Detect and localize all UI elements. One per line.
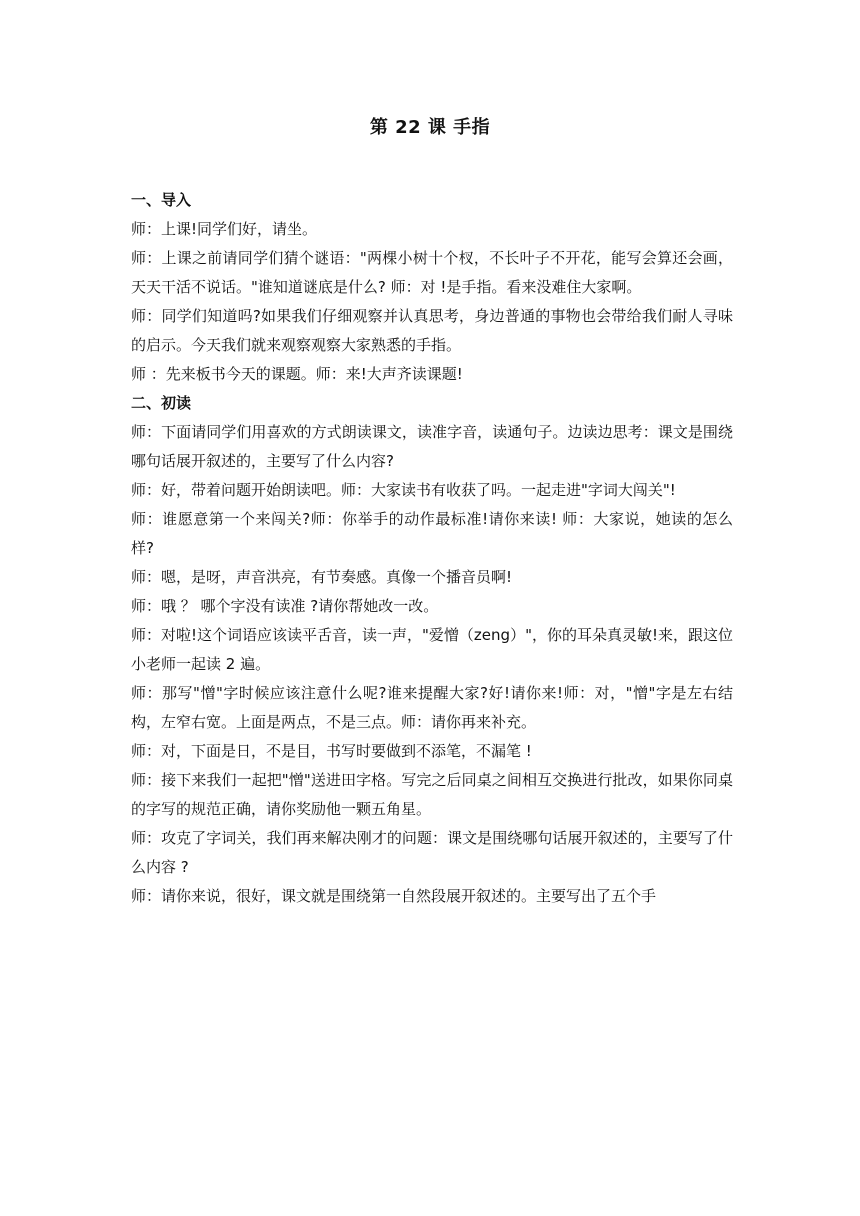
paragraph: 师：嗯，是呀，声音洪亮，有节奏感。真像一个播音员啊!	[131, 568, 513, 586]
paragraph: 师：下面请同学们用喜欢的方式朗读课文，读准字音，读通句子。边读边思考：课文是围绕哪句话展开叙述的，主要写了什么内容?	[131, 423, 733, 470]
paragraph: 师 ：先来板书今天的课题。师：来!大声齐读课题!	[131, 365, 463, 383]
paragraph: 师：谁愿意第一个来闯关?师：你举手的动作最标准!请你来读! 师：大家说，她读的怎么样?	[131, 510, 733, 557]
paragraph: 师：对啦!这个词语应该读平舌音，读一声，"爱憎（zeng）"，你的耳朵真灵敏!来，跟这位小老师一起读 2 遍。	[131, 626, 733, 673]
page-title: 第 22 课 手指	[369, 117, 491, 138]
section-heading: 二、初读	[131, 394, 192, 412]
paragraph: 师：上课之前请同学们猜个谜语："两棵小树十个杈，不长叶子不开花，能写会算还会画，天天干活不说话。"谁知道谜底是什么? 师：对 !是手指。看来没难住大家啊。	[131, 249, 733, 296]
section-heading: 一、导入	[131, 191, 192, 209]
paragraph: 师：那写"憎"字时候应该注意什么呢?谁来提醒大家?好!请你来!师：对，"憎"字是左右结构，左窄右宽。上面是两点，不是三点。师：请你再来补充。	[131, 684, 733, 731]
paragraph: 师：好，带着问题开始朗读吧。师：大家读书有收获了吗。一起走进"字词大闯关"!	[131, 481, 676, 499]
paragraph: 师：请你来说，很好，课文就是围绕第一自然段展开叙述的。主要写出了五个手	[131, 887, 657, 905]
paragraph: 师：接下来我们一起把"憎"送进田字格。写完之后同桌之间相互交换进行批改，如果你同桌的字写的规范正确，请你奖励他一颗五角星。	[131, 771, 733, 818]
paragraph: 师：同学们知道吗?如果我们仔细观察并认真思考，身边普通的事物也会带给我们耐人寻味的启示。今天我们就来观察观察大家熟悉的手指。	[131, 307, 733, 354]
paragraph: 师：上课!同学们好，请坐。	[131, 220, 318, 238]
paragraph: 师：攻克了字词关，我们再来解决刚才的问题：课文是围绕哪句话展开叙述的，主要写了什么内容 ?	[131, 829, 733, 876]
paragraph: 师：哦 ？ 哪个字没有读准 ?请你帮她改一改。	[131, 597, 439, 615]
paragraph: 师：对，下面是日，不是目，书写时要做到不添笔，不漏笔 !	[131, 742, 532, 760]
document-body	[131, 186, 733, 911]
